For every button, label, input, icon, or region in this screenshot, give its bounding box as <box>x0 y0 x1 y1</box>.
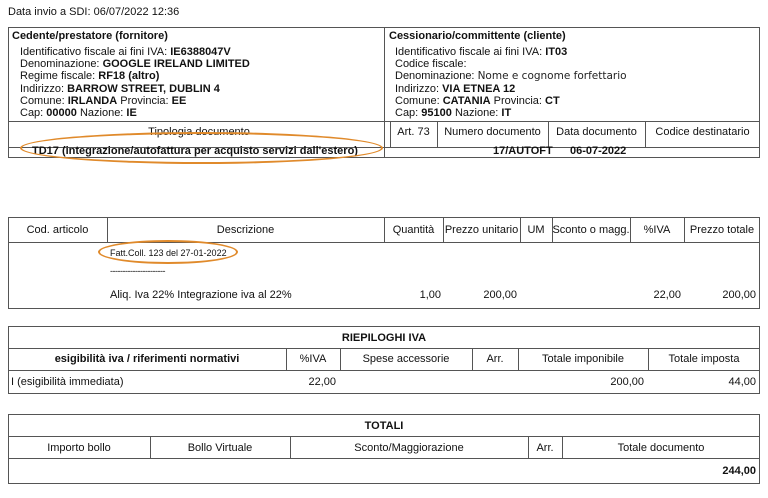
dashes: ---------------------- <box>110 266 165 276</box>
col-um: UM <box>527 224 545 236</box>
riep-col-iva: %IVA <box>299 353 327 365</box>
col-cod-articolo: Cod. articolo <box>26 224 89 236</box>
tot-col-arr: Arr. <box>536 442 554 454</box>
tot-col-bollo: Importo bollo <box>47 442 111 454</box>
highlight-oval-note <box>98 240 238 264</box>
riep-col-imposta: Totale imposta <box>668 353 740 365</box>
tot-col-bollo-virtuale: Bollo Virtuale <box>187 442 253 454</box>
cessionario-block: Identificativo fiscale ai fini IVA: IT03 Codice fiscale: Denominazione: Nome e cognome forfettario Indirizzo: VIA ETNEA 12 Comune: CATANIA Provincia: CT Cap: 95100 Nazione: IT <box>395 46 627 120</box>
tot-col-totale: Totale documento <box>617 442 705 454</box>
cessionario-title: Cessionario/committente (cliente) <box>389 30 566 42</box>
fattura-collegata-note: Fatt.Coll. 123 del 27-01-2022 <box>110 248 227 258</box>
riep-col-arr: Arr. <box>486 353 504 365</box>
riep-col-imponibile: Totale imponibile <box>542 353 624 365</box>
col-prezzo-totale: Prezzo totale <box>689 224 755 236</box>
col-iva: %IVA <box>643 224 671 236</box>
riep-col-spese: Spese accessorie <box>362 353 450 365</box>
tipologia-value: TD17 (integrazione/autofattura per acquisto servizi dall'estero) <box>32 145 358 157</box>
riep-imponibile: 200,00 <box>610 376 644 388</box>
handwritten-name: Nome e cognome forfettario <box>477 70 627 83</box>
col-quantita: Quantità <box>392 224 435 236</box>
hdr-art73: Art. 73 <box>397 126 430 138</box>
totali-title: TOTALI <box>364 420 404 432</box>
hdr-numero: Numero documento <box>444 126 541 138</box>
hdr-tipologia: Tipologia documento <box>148 126 250 138</box>
riep-imposta: 44,00 <box>728 376 756 388</box>
col-sconto: Sconto o magg. <box>552 224 630 236</box>
data-value: 06-07-2022 <box>570 145 627 157</box>
highlight-oval-tipologia <box>20 132 383 164</box>
totale-documento: 244,00 <box>722 465 756 477</box>
hdr-codice: Codice destinatario <box>655 126 750 138</box>
col-descrizione: Descrizione <box>216 224 275 236</box>
item-prezzo-unitario: 200,00 <box>483 289 517 301</box>
item-prezzo-totale: 200,00 <box>722 289 756 301</box>
item-descrizione: Aliq. Iva 22% Integrazione iva al 22% <box>110 289 292 301</box>
tot-col-sconto: Sconto/Maggiorazione <box>354 442 464 454</box>
sdi-date: Data invio a SDI: 06/07/2022 12:36 <box>8 6 180 18</box>
riep-col-esigibilita: esigibilità iva / riferimenti normativi <box>54 353 240 365</box>
col-prezzo-unitario: Prezzo unitario <box>444 224 519 236</box>
riep-esigibilita: I (esigibilità immediata) <box>11 376 124 388</box>
item-iva: 22,00 <box>653 289 681 301</box>
riepiloghi-title: RIEPILOGHI IVA <box>341 332 427 344</box>
cedente-block: Identificativo fiscale ai fini IVA: IE6388047V Denominazione: GOOGLE IRELAND LIMITED Regime fiscale: RF18 (altro) Indirizzo: BARROW STREET, DUBLIN 4 Comune: IRLANDA Provincia: EE Cap: 00000 Nazione: IE <box>20 46 250 120</box>
hdr-data: Data documento <box>556 126 637 138</box>
cedente-title: Cedente/prestatore (fornitore) <box>12 30 168 42</box>
riep-iva: 22,00 <box>308 376 336 388</box>
numero-value: 17/AUTOFT <box>493 145 553 157</box>
item-quantita: 1,00 <box>419 289 441 301</box>
